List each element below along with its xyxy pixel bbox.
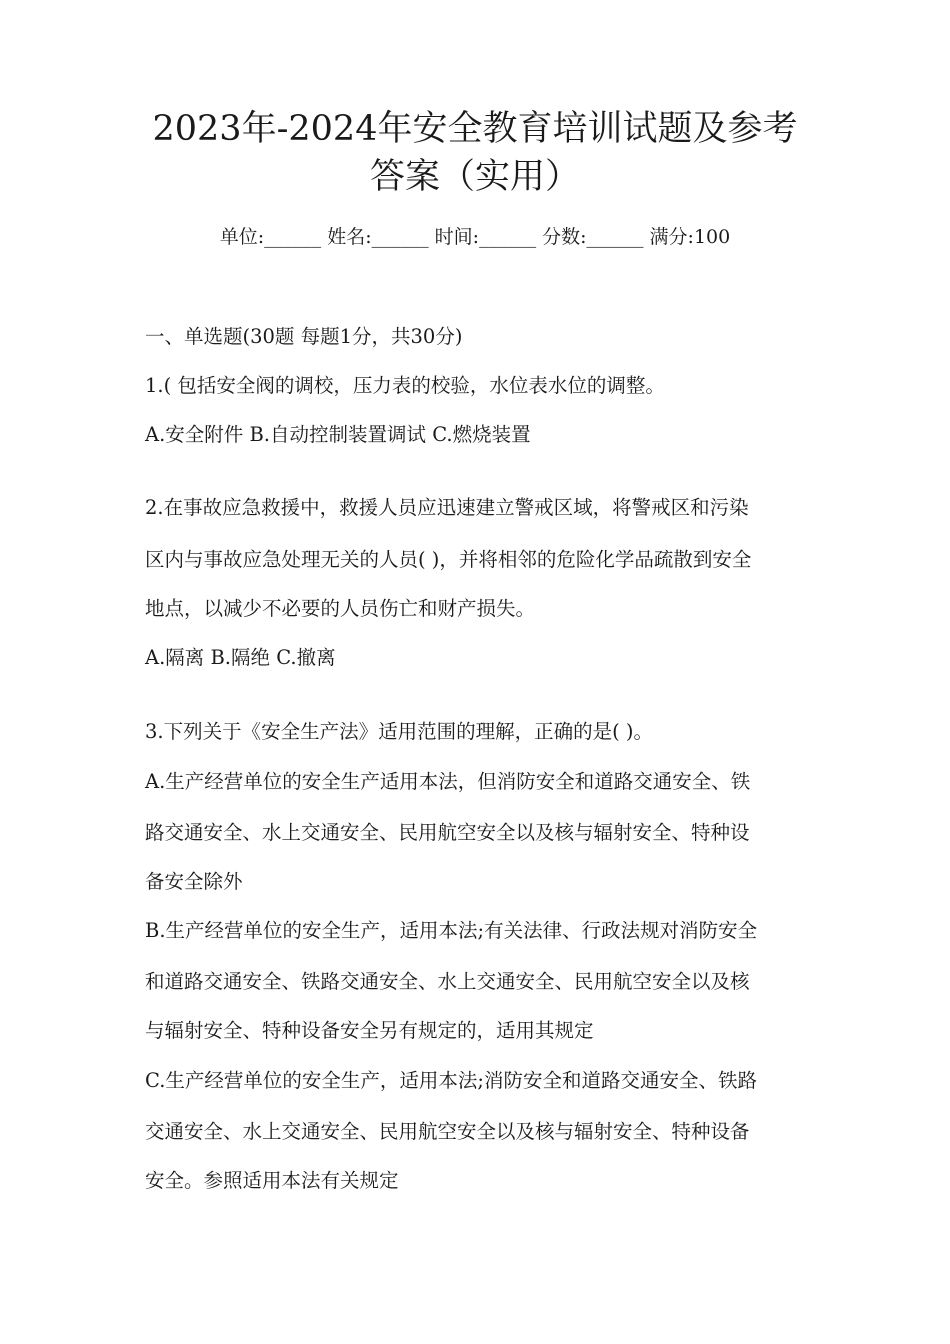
question-3-option-b-line: 和道路交通安全、铁路交通安全、水上交通安全、民用航空安全以及核 xyxy=(145,970,750,993)
section-header: 一、单选题(30题 每题1分，共30分) xyxy=(145,325,463,348)
question-3-option-c-line: 安全。参照适用本法有关规定 xyxy=(145,1169,399,1192)
question-2-options: A.隔离 B.隔绝 C.撤离 xyxy=(145,646,336,669)
question-3-option-a-line: 备安全除外 xyxy=(145,870,243,893)
question-3-option-c-line: C.生产经营单位的安全生产，适用本法;消防安全和道路交通安全、铁路 xyxy=(145,1069,757,1092)
question-3-option-c-line: 交通安全、水上交通安全、民用航空安全以及核与辐射安全、特种设备 xyxy=(145,1120,750,1143)
question-1-options: A.安全附件 B.自动控制装置调试 C.燃烧装置 xyxy=(145,423,531,446)
document-title-line-1: 2023年-2024年安全教育培训试题及参考 xyxy=(152,109,798,149)
document-title-line-2: 答案（实用） xyxy=(369,157,580,197)
question-2-stem-line: 2.在事故应急救援中，救援人员应迅速建立警戒区域，将警戒区和污染 xyxy=(145,496,749,519)
question-3-option-b-line: B.生产经营单位的安全生产，适用本法;有关法律、行政法规对消防安全 xyxy=(145,919,758,942)
question-2-stem-line: 地点，以减少不必要的人员伤亡和财产损失。 xyxy=(145,597,536,620)
question-1-stem: 1.( 包括安全阀的调校，压力表的校验，水位表水位的调整。 xyxy=(145,374,665,397)
question-3-option-a-line: 路交通安全、水上交通安全、民用航空安全以及核与辐射安全、特种设 xyxy=(145,821,750,844)
exam-info-line: 单位:______ 姓名:______ 时间:______ 分数:______ 满分:100 xyxy=(219,226,731,248)
question-3-option-a-line: A.生产经营单位的安全生产适用本法，但消防安全和道路交通安全、铁 xyxy=(145,770,751,793)
question-3-stem: 3.下列关于《安全生产法》适用范围的理解，正确的是( )。 xyxy=(145,720,654,743)
question-2-stem-line: 区内与事故应急处理无关的人员( )，并将相邻的危险化学品疏散到安全 xyxy=(145,548,752,571)
question-3-option-b-line: 与辐射安全、特种设备安全另有规定的，适用其规定 xyxy=(145,1019,594,1042)
